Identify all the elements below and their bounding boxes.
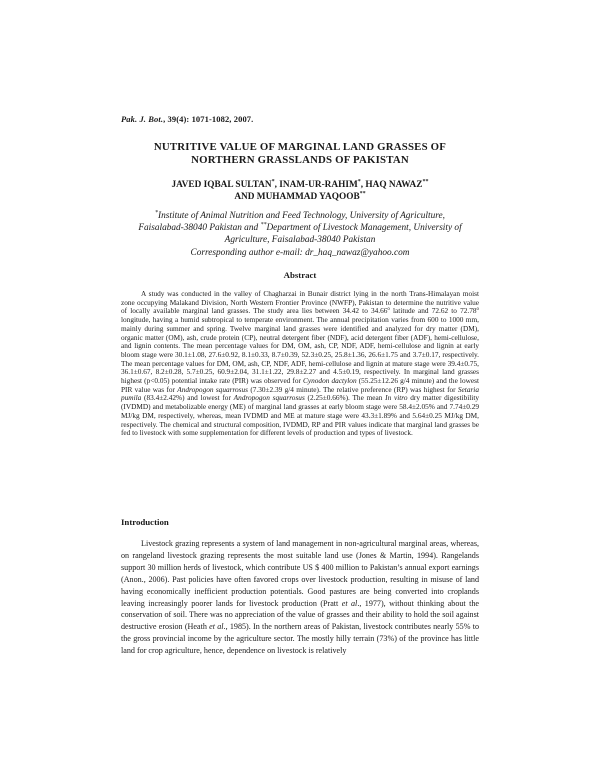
paper-title: NUTRITIVE VALUE OF MARGINAL LAND GRASSES OF NORTHERN GRASSLANDS OF PAKISTAN [153,141,447,166]
abstract-text: A study was conducted in the valley of Chagharzai in Bunair district lying in the north Trans-Himalayan moist zone occupying Malakand Division, North Western Frontier Province (NWFP), Pakistan to determine the nutritive value of locally available marginal land grasses. The study area lies between 34.42 to 34.66 [121,289,479,316]
journal-volume-pages: , 39(4): 1071-1082, 2007. [163,114,254,124]
citation-etal: et al [341,598,358,608]
abstract-text: dry matter digestibility (IVDMD) and metabolizable energy (ME) of marginal land grasses at early bloom stage were 58.4±2.05% and 7.74±0.29 MJ/kg DM, respectively, whereas, mean IVDMD and ME at mature stage were 43.3±1.89% and 5.64±0.25 MJ/kg DM, respectively. The chemical and structural composition, IVDMD, RP and PIR values indicate that marginal land grasses be fed to livestock with some supplementation for different levels of production and types of livestock. [121,393,479,438]
author-name: HAQ NAWAZ [365,180,423,190]
author-mark: * [357,179,361,185]
introduction-text: ., 1977), without thinking about the conservation of soil. There was no appreciation of the value of grasses and their ability to hold the soil against destructive erosion (Heath [121,598,479,632]
abstract-text: longitude, having a humid subtropical to temperate environment. The annual precipitation varies from 600 to 1000 mm, mainly during summer and spring. Twelve marginal land grasses were identified and analyzed for dry matter (DM), organic matter (OM), ash, crude protein (CP), neutral detergent fiber (NDF), acid detergent fiber (ADF), hemi-cellulose, and lignin contents. The mean percentage values for DM, OM, ash, CP, NDF, ADF, hemi-cellulose and lignin at early bloom stage were 30.1±1.08, 27.6±0.92, 8.1±0.33, 8.7±0.39, 52.3±0.25, 25.8±1.36, 26.6±1.75 and 3.7±0.17, respectively. The mean percentage values for DM, OM, ash, CP, NDF, ADF, hemi-cellulose and lignin at mature stage were 39.4±0.75, 36.1±0.67, 8.2±0.28, 5.7±0.25, 60.9±2.04, 31.1±1.22, 29.8±2.27 and 4.5±0.19, respectively. In marginal land grasses highest (p<0.05) potential intake rate (PIR) was observed for [121,315,479,386]
species-name: Cynodon dactylon [303,376,357,386]
abstract-text: latitude and 72.62 to 72.78 [389,306,477,316]
abstract-body [121,290,479,438]
species-name: In vitro [385,393,408,403]
author-list: JAVED IQBAL SULTAN*, INAM-UR-RAHIM*, HAQ NAWAZ** AND MUHAMMAD YAQOOB** [171,179,429,202]
affiliation-line: Institute of Animal Nutrition and Feed Technology, University of Agriculture, [158,211,445,221]
degree-mark: o [387,307,390,313]
species-name: Andropogon squarrosus [233,393,305,403]
author-mark: * [271,179,275,185]
abstract-heading: Abstract [283,270,317,280]
introduction-text: Livestock grazing represents a system of land management in non-agricultural marginal areas, whereas, on rangeland livestock grazing represents the most suitable land use (Jones & Martin, 1994). Rangelands support 30 million herds of livestock, which contribute US $ 400 million to Pakistan’s annual export earnings (Anon., 2006). Past policies have often favored crops over livestock production, resulting in misuse of land having economically inefficient production potentials. Good pastures are being converted into croplands leaving increasingly poorer lands for livestock production (Pratt [121,539,479,608]
author-name: JAVED IQBAL SULTAN [171,180,272,190]
abstract-text: (83.4±2.42%) and lowest for [141,393,234,403]
species-name: Andropogon squarrosus [177,384,248,394]
degree-mark: o [476,307,479,313]
species-name: Setaria pumila [121,384,479,403]
affiliation-line: Faisalabad-38040 Pakistan and [138,223,261,234]
introduction-body [121,538,479,657]
citation-etal: et al [209,622,224,632]
introduction-heading: Introduction [121,517,169,527]
corresponding-author-email: Corresponding author e-mail: dr_haq_nawaz@yahoo.com [190,247,410,258]
author-mark: ** [422,179,429,185]
affiliation-mark: * [155,210,159,216]
author-name: AND MUHAMMAD YAQOOB [234,192,360,202]
introduction-text: ., 1985). In the northern areas of Pakistan, livestock contributes nearly 55% to the gross provincial income by the agriculture sector. The mostly hilly terrain (73%) of the province has little land for crop agriculture, hence, dependence on livestock is relatively [121,622,479,656]
journal-abbrev: Pak. J. Bot. [121,114,164,124]
affiliation-line: Department of Livestock Management, University of [266,223,462,234]
abstract-text: (55.25±12.26 g/4 minute) and the lowest PIR value was for [121,376,479,394]
affiliation-line: Agriculture, Faisalabad-38040 Pakistan [224,235,376,246]
abstract-text: (2.25±0.66%). The mean [304,393,386,403]
abstract-text: (7.30±2.39 g/4 minute). The relative preference (RP) was highest for [248,384,458,394]
affiliations [130,210,470,259]
journal-citation [121,114,253,124]
affiliation-mark: ** [260,222,267,229]
author-mark: ** [359,191,366,197]
author-name: INAM-UR-RAHIM [279,180,358,190]
